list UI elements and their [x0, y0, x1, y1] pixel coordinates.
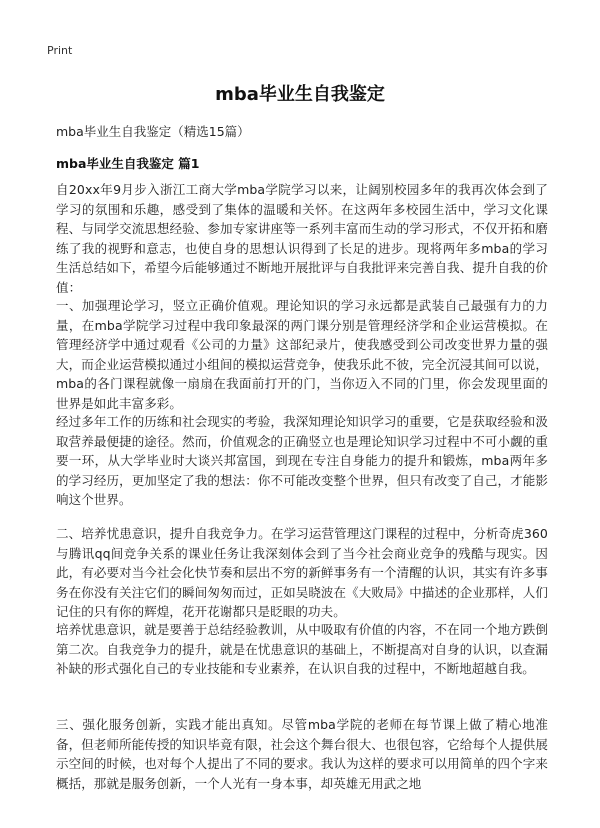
- paragraph-theory-study: 一、加强理论学习，竖立正确价值观。理论知识的学习永远都是武装自己最强有力的力量，在mba学院学习过程中我印象最深的两门课分别是管理经济学和企业运营模拟。在管理经济学中通过观看《公司的力量》这部纪录片，使我感受到公司改变世界力量的强大，而企业运营模拟通过小组间的模拟运营竞争，使我乐此不彼，完全沉浸其间可以说，mba的各门课程就像一扇扇在我面前打开的门，当你迈入不同的门里，你会发现里面的世界是如此丰富多彩。: [56, 298, 548, 411]
- document-subtitle: mba毕业生自我鉴定（精选15篇）: [56, 124, 250, 139]
- paragraph-values: 经过多年工作的历练和社会现实的考验，我深知理论知识学习的重要，它是获取经验和汲取营养最便捷的途径。然而，价值观念的正确竖立也是理论知识学习过程中不可小觑的重要一环，从大学毕业时大谈兴邦富国，到现在专注自身能力的提升和锻炼，mba两年多的学习经历，更加坚定了我的想法：你不可能改变整个世界，但只有改变了自己，才能影响这个世界。: [56, 414, 548, 507]
- print-label: Print: [47, 44, 73, 57]
- section-heading: mba毕业生自我鉴定 篇1: [56, 156, 200, 171]
- paragraph-service-innovation: 三、强化服务创新，实践才能出真知。尽管mba学院的老师在每节课上做了精心地准备，但老师所能传授的知识毕竟有限，社会这个舞台很大、也很包容，它给每个人提供展示空间的时候，也对每个人提出了不同的要求。我认为这样的要求可以用简单的四个字来概括，那就是服务创新，一个人光有一身本事，却英雄无用武之地: [56, 717, 548, 791]
- page-title: mba毕业生自我鉴定: [215, 84, 385, 105]
- paragraph-intro: 自20xx年9月步入浙江工商大学mba学院学习以来，让阔别校园多年的我再次体会到了学习的氛围和乐趣，感受到了集体的温暖和关怀。在这两年多校园生活中，学习文化课程、与同学交流思想经验、参加专家讲座等一系列丰富而生动的学习形式，不仅开拓和磨练了我的视野和意志，也使自身的思想认识得到了长足的进步。现将两年多mba的学习生活总结如下，希望今后能够通过不断地开展批评与自我批评来完善自我、提升自我的价值：: [56, 182, 548, 295]
- paragraph-competitiveness: 二、培养忧患意识，提升自我竞争力。在学习运营管理这门课程的过程中，分析奇虎360与腾讯qq间竞争关系的课业任务让我深刻体会到了当今社会商业竞争的残酷与现实。因此，有必要对当今社会化快节奏和层出不穷的新鲜事务有一个清醒的认识，其实有许多事务在你没有关注它们的瞬间匆匆而过，正如吴晓波在《大败局》中描述的企业那样，人们记住的只有你的辉煌，花开花谢都只是眨眼的功夫。: [56, 526, 548, 619]
- paragraph-awareness: 培养忧患意识，就是要善于总结经验教训，从中吸取有价值的内容，不在同一个地方跌倒第二次。自我竞争力的提升，就是在忧患意识的基础上，不断提高对自身的认识，以查漏补缺的形式强化自己的专业技能和专业素养，在认识自我的过程中，不断地超越自我。: [56, 622, 548, 676]
